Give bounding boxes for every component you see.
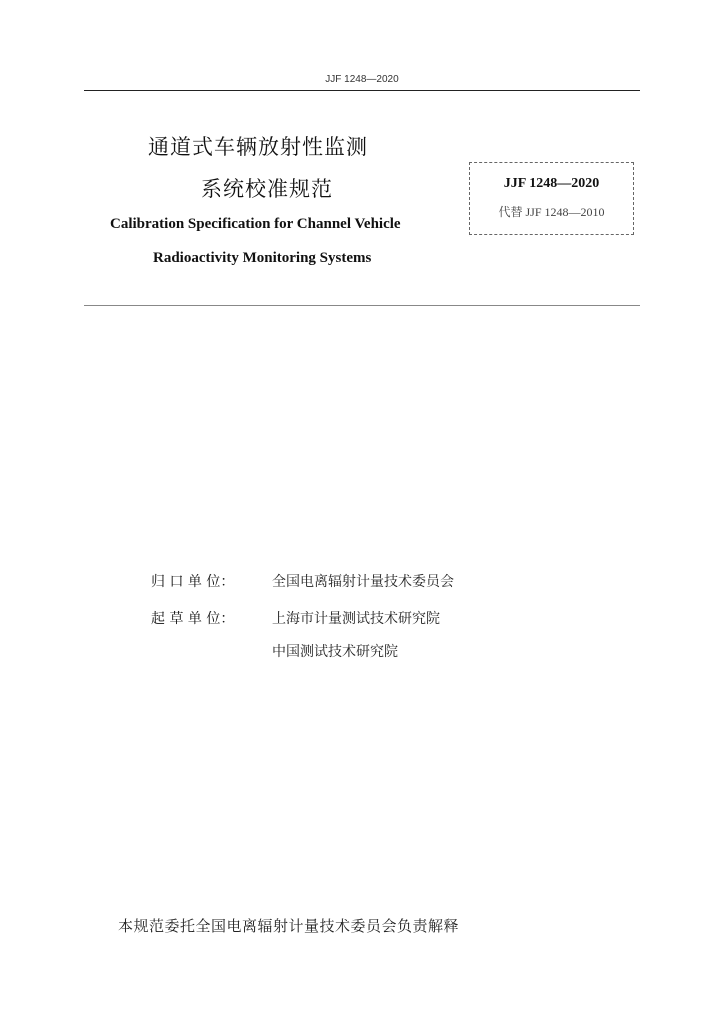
standard-code: JJF 1248—2020 [503,176,600,191]
title-english-line-1: Calibration Specification for Channel Vehicle [110,216,401,232]
section-divider [84,305,640,306]
title-english-line-2: Radioactivity Monitoring Systems [153,250,372,266]
header-standard-code: JJF 1248—2020 [325,74,399,85]
header-rule [84,90,640,91]
owner-unit-value: 全国电离辐射计量技术委员会 [272,574,454,590]
drafting-unit-value: 上海市计量测试技术研究院 [272,611,440,627]
owner-unit-label: 归 口 单 位： [151,574,235,590]
standard-code-box [469,162,634,235]
interpretation-note: 本规范委托全国电离辐射计量技术委员会负责解释 [118,917,460,935]
title-chinese-line-2: 系统校准规范 [201,177,333,201]
drafting-unit-value: 中国测试技术研究院 [272,644,398,660]
drafting-unit-label: 起 草 单 位： [151,611,235,627]
replaces-standard: 代替 JJF 1248—2010 [498,205,605,219]
title-chinese-line-1: 通道式车辆放射性监测 [148,135,368,159]
